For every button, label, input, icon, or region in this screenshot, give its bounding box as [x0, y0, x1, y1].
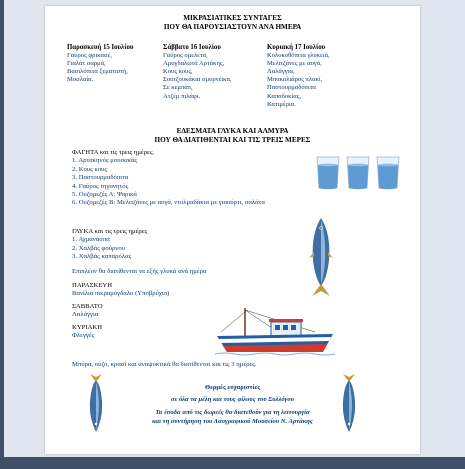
sweet-item: 3. Χαλβάς καπαρόλας — [72, 253, 132, 261]
window-frame-left — [0, 0, 4, 469]
sweets-section — [72, 228, 272, 262]
menu-item: Παστουρμαδόπιτα — [267, 84, 316, 92]
window-bottom-bar — [0, 457, 465, 469]
day-column-saturday — [163, 44, 261, 101]
menu-item: Καπαδοκίας, — [267, 92, 301, 100]
section-subtitle — [45, 127, 420, 145]
water-glass-icon — [315, 156, 341, 190]
menu-item: Αμυγδαλωτά Αρτάκης, — [163, 60, 225, 68]
extra-day-heading: ΠΑΡΑΣΚΕΥΗ — [72, 282, 113, 289]
food-item: 4. Γαύρος τηγανητός — [72, 182, 129, 190]
sweet-item: 1. Αχμανάσπα — [72, 236, 110, 244]
fish-icon — [307, 216, 335, 303]
extra-day-item: Λαλάγγια — [72, 311, 99, 319]
subtitle-line-2: ΠΟΥ ΘΑ ΔΙΑΤΙΘΕΝΤΑΙ ΚΑΙ ΤΙΣ ΤΡΕΙΣ ΜΕΡΕΣ — [154, 136, 311, 144]
day-heading: Σάββατο 16 Ιουλίου — [163, 44, 221, 51]
food-item: 1. Αρτακηνός μουσακάς — [72, 157, 138, 165]
fishing-boat-icon — [215, 306, 335, 363]
extra-intro: Επιπλέον θα διατίθενται τα εξής γλυκά ανά ημέρα — [72, 268, 207, 275]
document-page — [45, 6, 420, 454]
title-line-1: ΜΙΚΡΑΣΙΑΤΙΚΕΣ ΣΥΝΤΑΓΕΣ — [183, 14, 282, 22]
menu-item: Σε κεμπάπ, — [163, 84, 193, 92]
menu-item: Σουτζουκάκια σμυρνέικα, — [163, 76, 232, 84]
thanks-heading: Θερμές ευχαριστίες — [204, 384, 261, 391]
day-column-friday — [67, 44, 157, 84]
day-column-sunday — [267, 44, 367, 109]
menu-item: Κους κους, — [163, 68, 193, 76]
extra-day-item: Βανίλια πικραμύγδαλο (Υποβρύχιο) — [72, 290, 170, 298]
page-title — [45, 14, 420, 32]
drinks-note: Μπύρα, ούζο, κρασί και αναψυκτικά θα διατίθενται και τις 3 ημέρες. — [72, 361, 257, 368]
food-item: 5. Ουζομεζές Α: Ψαρικά — [72, 191, 137, 199]
foods-heading: ΦΑΓΗΤΑ και τις τρεις ημέρες. — [72, 149, 155, 156]
day-heading: Παρασκευή 15 Ιουλίου — [67, 44, 134, 51]
menu-item: Ατζέμ πιλάφι. — [163, 92, 201, 100]
menu-item: Μπακαλιάρος πλακί, — [267, 76, 323, 84]
donations-line-2: και τη συντήρηση του Λαογραφικού Μουσείου Ν. Αρτάκης — [152, 418, 313, 425]
foods-section — [72, 149, 392, 208]
food-item: 2. Κους κους — [72, 165, 108, 173]
menu-item: Γιαλάτ σαρμά, — [67, 60, 106, 68]
day-heading: Κυριακή 17 Ιουλίου — [267, 44, 326, 51]
menu-item: Γαύρος ομελέτα, — [163, 52, 208, 60]
water-glass-icon — [375, 156, 401, 190]
food-item: 6. Ουζομεζές Β: Μελιτζάνες με αυγά, ντολμαδάκια με γιαούρτι, σαλάτα — [72, 199, 265, 207]
sweet-item: 2. Χαλβάς φούρνου — [72, 244, 126, 252]
menu-item: Λαλάγγια, — [267, 68, 295, 76]
menu-item: Μοσλαία. — [67, 76, 94, 84]
extra-day-item: Φλεγγές — [72, 332, 95, 340]
menu-item: Βασιλόπιτα ξεματιστή, — [67, 68, 128, 76]
sweets-heading: ΓΛΥΚΑ και τις τρεις ημέρες — [72, 228, 148, 235]
thanks-members: σε όλα τα μέλη και τους φίλους του Συλλόγου — [171, 396, 294, 403]
extra-day-heading: ΚΥΡΙΑΚΗ — [72, 323, 103, 331]
title-line-2: ΠΟΥ ΘΑ ΠΑΡΟΥΣΙΑΣΤΟΥΝ ΑΝΑ ΗΜΕΡΑ — [163, 23, 302, 31]
menu-item: Μελιτζάνες με αυγά, — [267, 60, 322, 68]
food-item: 3. Παστουρμαδόπιτα — [72, 174, 129, 182]
menu-item: Γαύρος φρικασέ, — [67, 52, 112, 60]
menu-item: Κολοκυθόπιτα γλυκειά, — [267, 52, 330, 60]
extra-day-heading: ΣΑΒΒΑΤΟ — [72, 302, 103, 310]
menu-item: Κατιμέρια. — [267, 100, 296, 108]
water-glass-icon — [345, 156, 371, 190]
donations-line-1: Τα έσοδα από τις δωρεές θα διατεθούν για τη λειτουργία — [155, 409, 310, 416]
subtitle-line-1: ΕΔΕΣΜΑΤΑ ΓΛΥΚΑ ΚΑΙ ΑΛΜΥΡΑ — [176, 127, 289, 135]
